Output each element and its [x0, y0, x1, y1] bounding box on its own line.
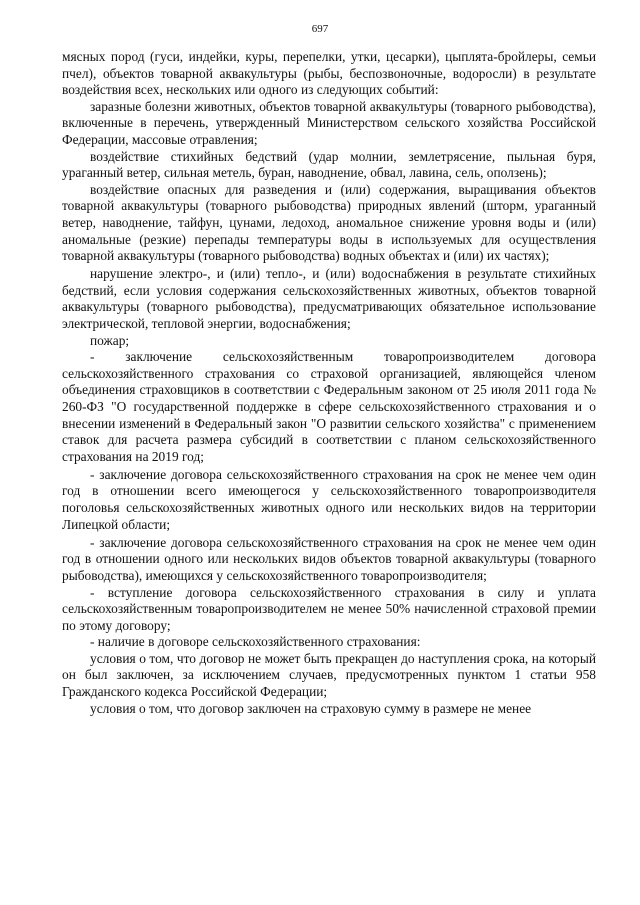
paragraph-insured-sum-condition: условия о том, что договор заключен на страховую сумму в размере не менее: [90, 700, 532, 716]
paragraph-contract-term-livestock: - заключение договора сельскохозяйственного страхования на срок не менее чем один год в отношении всего имеющегося у сельскохозяйственного товаропроизводителя поголовья сельскохозяйственных животных одного или нескольких видов на территории Липецкой области;: [62, 466, 596, 532]
paragraph-fire: пожар;: [90, 332, 130, 348]
paragraph-natural-phenomena: воздействие опасных для разведения и (или) содержания, выращивания объектов товарной аквакультуры (товарного рыбоводства) природных явлений (шторм, ураганный ветер, наводнение, тайфун, цунами, ледоход, аномальное снижение уровня воды и (или) аномальные (резкие) перепады температуры воды в используемых для осуществления товарной аквакультуры (товарного рыбоводства) водных объектах и (или) их частях);: [62, 181, 596, 264]
paragraph-insurance-contract: - заключение сельскохозяйственным товаропроизводителем договора сельскохозяйственного страхования со страховой организацией, являющейся членом объединения страховщиков в соответствии с Федеральным законом от 25 июля 2011 года № 260-ФЗ "О государственной поддержке в сфере сельскохозяйственного страхования и о внесении изменений в Федеральный закон "О развитии сельского хозяйства" с применением ставок для расчета размера субсидий в соответствии с планом сельскохозяйственного страхования на 2019 год;: [62, 349, 596, 464]
page-body: [62, 49, 596, 717]
paragraph-utility-disruption: нарушение электро-, и (или) тепло-, и (или) водоснабжения в результате стихийных бедствий, если условия содержания сельскохозяйственных животных, объектов товарной аквакультуры (товарного рыбоводства), предусматривающих обязательное использование электрической, тепловой энергии, водоснабжения;: [62, 266, 596, 331]
paragraph-contract-term-aquaculture: - заключение договора сельскохозяйственного страхования на срок не менее чем один год в отношении одного или нескольких видов объектов товарной аквакультуры (товарного рыбоводства), имеющихся у сельскохозяйственного товаропроизводителя;: [62, 534, 596, 583]
paragraph-termination-condition: условия о том, что договор не может быть прекращен до наступления срока, на который он был заключен, за исключением случаев, предусмотренных пунктом 1 статьи 958 Гражданского кодекса Российской Федерации;: [62, 650, 596, 700]
paragraph-contract-conditions: - наличие в договоре сельскохозяйственного страхования:: [90, 634, 421, 650]
paragraph-natural-disasters: воздействие стихийных бедствий (удар молнии, землетрясение, пыльная буря, ураганный ветер, сильная метель, буран, наводнение, обвал, лавина, сель, оползень);: [62, 148, 596, 181]
paragraph-continuation: мясных пород (гуси, индейки, куры, перепелки, утки, цесарки), цыплята-бройлеры, семьи пчел), объектов товарной аквакультуры (рыбы, беспозвоночные, водоросли) в результате воздействия всех, нескольких или одного из следующих событий:: [62, 49, 596, 98]
paragraph-contagious-diseases: заразные болезни животных, объектов товарной аквакультуры (товарного рыбоводства), включенные в перечень, утвержденный Министерством сельского хозяйства Российской Федерации, массовые отравления;: [62, 98, 596, 147]
page-number: 697: [311, 23, 329, 35]
paragraph-contract-payment: - вступление договора сельскохозяйственного страхования в силу и уплата сельскохозяйственным товаропроизводителем не менее 50% начисленной страховой премии по этому договору;: [62, 584, 596, 633]
